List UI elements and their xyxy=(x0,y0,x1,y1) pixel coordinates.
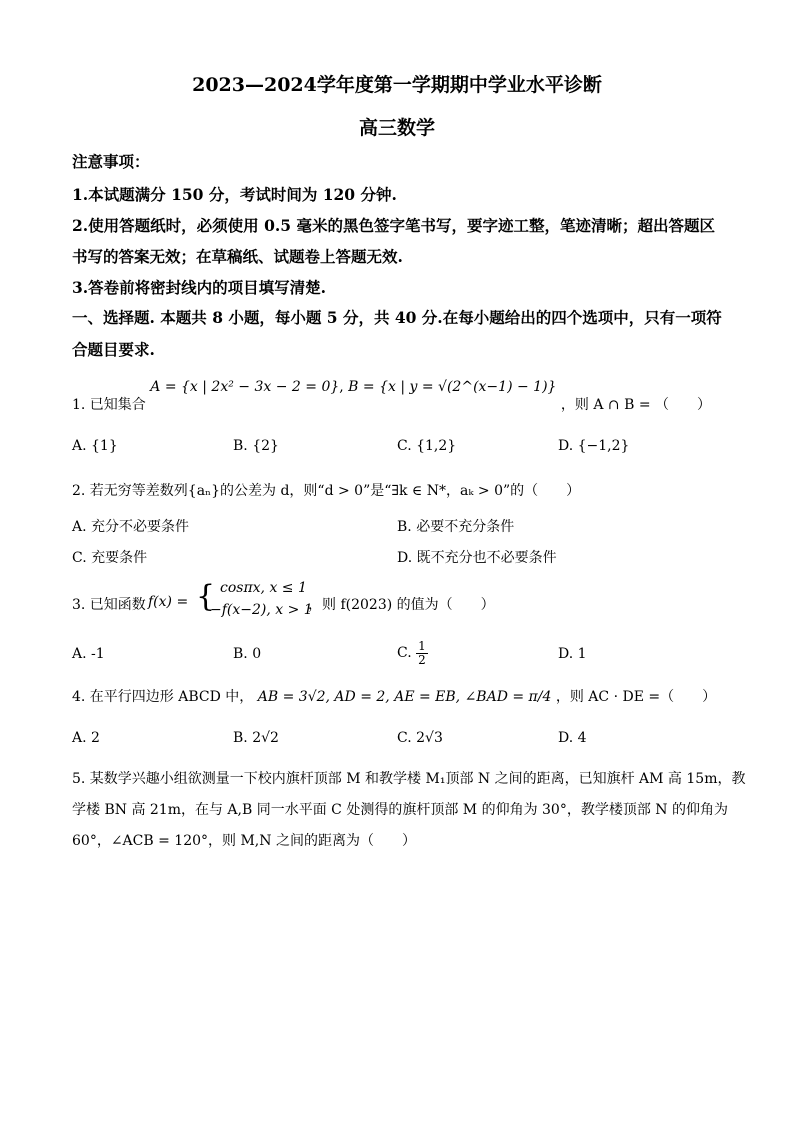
q1-set-a: A = {x | 2x² − 3x − 2 = 0} xyxy=(150,379,340,395)
question-1: 1. 已知集合 A = {x | 2x² − 3x − 2 = 0}, B = {x | y = √(2^(x−1) − 1)} ，则 A ∩ B = （ ） xyxy=(72,379,712,413)
q2-option-b: B. 必要不充分条件 xyxy=(397,519,515,535)
q3-option-c-label: C. xyxy=(397,645,412,662)
q4-option-d: D. 4 xyxy=(558,730,587,746)
q4-option-c: C. 2√3 xyxy=(397,730,443,746)
section-heading-1: 一、选择题. 本题共 8 小题，每小题 5 分，共 40 分.在每小题给出的四个选项中，只有一项符 xyxy=(72,308,722,327)
q2-option-a: A. 充分不必要条件 xyxy=(72,519,190,535)
q1-option-d: D. {−1,2} xyxy=(558,438,630,454)
q3-case-1: cosπx, x ≤ 1 xyxy=(220,580,307,596)
question-2: 2. 若无穷等差数列{aₙ}的公差为 d，则“d > 0”是“∃k ∈ N*，aₖ > 0”的（ ） xyxy=(72,483,581,499)
notes-heading: 注意事项： xyxy=(72,152,150,171)
exam-title: 2023—2024学年度第一学期期中学业水平诊断 xyxy=(192,74,602,96)
q3-suffix: ，则 f(2023) 的值为（ ） xyxy=(308,597,495,613)
q4-option-b: B. 2√2 xyxy=(233,730,279,746)
q4-condition: AB = 3√2, AD = 2, AE = EB, ∠BAD = π/4 xyxy=(257,689,552,705)
q4-prefix: 4. 在平行四边形 ABCD 中， xyxy=(72,689,254,705)
q1-prefix: 1. 已知集合 xyxy=(72,397,146,413)
q3-case-2: −f(x−2), x > 1 xyxy=(210,602,313,618)
question-5-line-1: 5. 某数学兴趣小组欲测量一下校内旗杆顶部 M 和教学楼 M₁顶部 N 之间的距离，已知旗杆 AM 高 15m，教 xyxy=(72,771,746,787)
q3-option-b: B. 0 xyxy=(233,646,262,662)
question-5-line-3: 60°，∠ACB = 120°，则 M,N 之间的距离为（ ） xyxy=(72,833,416,849)
question-4 xyxy=(72,686,716,706)
question-5-line-2: 学楼 BN 高 21m，在与 A,B 同一水平面 C 处测得的旗杆顶部 M 的仰角为 30°，教学楼顶部 N 的仰角为 xyxy=(72,802,728,818)
q3-option-d: D. 1 xyxy=(558,646,587,662)
q3-option-c xyxy=(397,640,428,666)
fraction-numerator: 1 xyxy=(418,639,426,653)
note-3: 3.答卷前将密封线内的项目填写清楚. xyxy=(72,278,327,297)
q3-prefix: 3. 已知函数 xyxy=(72,597,146,613)
fraction-denominator: 2 xyxy=(418,652,426,667)
exam-subtitle: 高三数学 xyxy=(358,117,435,139)
q1-suffix: ，则 A ∩ B = （ ） xyxy=(560,397,712,413)
section-heading-2: 合题目要求. xyxy=(72,340,155,359)
q1-option-c: C. {1,2} xyxy=(397,438,457,454)
q3-brace: { xyxy=(196,579,216,614)
q2-option-d: D. 既不充分也不必要条件 xyxy=(397,550,557,566)
q1-set-b: B = {x | y = √(2^(x−1) − 1)} xyxy=(348,379,557,395)
note-2a: 2.使用答题纸时，必须使用 0.5 毫米的黑色签字笔书写，要字迹工整，笔迹清晰；超出答题区 xyxy=(72,216,715,235)
q3-option-a: A. -1 xyxy=(72,646,105,662)
q4-option-a: A. 2 xyxy=(72,730,100,746)
q1-option-a: A. {1} xyxy=(72,438,118,454)
q4-suffix: ，则 AC · DE =（ ） xyxy=(555,689,717,705)
q2-option-c: C. 充要条件 xyxy=(72,550,148,566)
note-2b: 书写的答案无效；在草稿纸、试题卷上答题无效. xyxy=(72,247,403,266)
note-1: 1.本试题满分 150 分，考试时间为 120 分钟. xyxy=(72,185,397,204)
q3-func-name: f(x) = xyxy=(148,594,189,610)
q3-option-c-fraction xyxy=(416,640,428,666)
q1-option-b: B. {2} xyxy=(233,438,279,454)
